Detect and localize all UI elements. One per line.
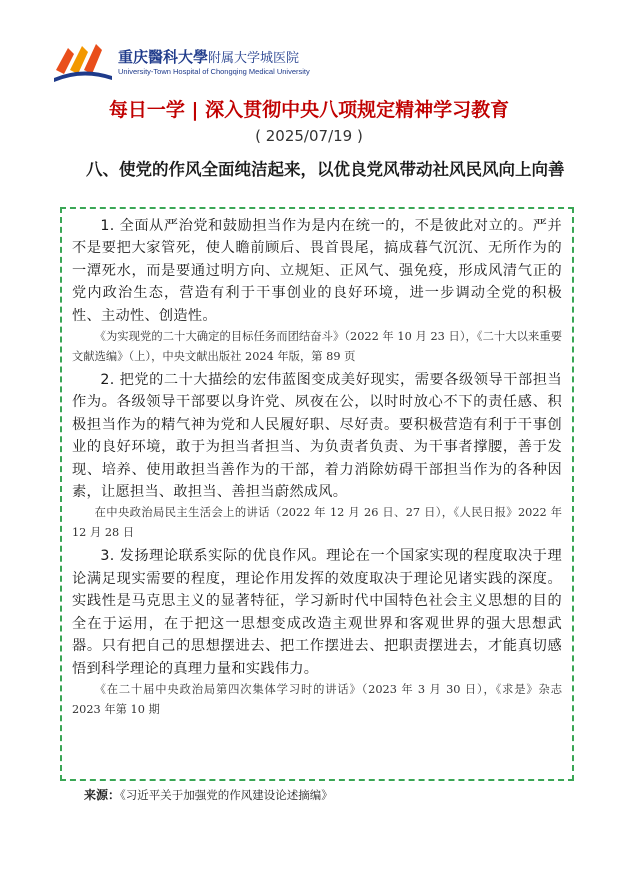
item-2-text: 2. 把党的二十大描绘的宏伟蓝图变成美好现实，需要各级领导干部担当作为。各级领导干部要以身许党、夙夜在公，以时时放心不下的责任感、积极担当作为的精气神为党和人民履好职、尽好责。要积极营造有利于干事创业的良好环境，敢于为担当者担当、为负责者负责、为干事者撑腰，善于发现、培养、使用敢担当善作为的干部，着力消除妨碍干部担当作为的各种因素，让愿担当、敢担当、善担当蔚然成风。 [72, 372, 562, 501]
hospital-english-name: University-Town Hospital of Chongqing Medical University [118, 67, 310, 76]
hospital-name: 重庆醫科大學附属大学城医院 [118, 48, 300, 66]
item-1-citation: 《为实现党的二十大确定的目标任务而团结奋斗》（2022 年 10 月 23 日），《二十大以来重要文献选编》（上），中央文献出版社 2024 年版，第 89 页 [72, 330, 562, 364]
source-line [84, 786, 333, 803]
quote-box [60, 207, 574, 781]
hospital-header [52, 40, 352, 84]
source-label: 来源： [84, 788, 121, 802]
item-3-text: 3. 发扬理论联系实际的优良作风。理论在一个国家实现的程度取决于理论满足现实需要的程度，理论作用发挥的效度取决于理论见诸实践的深度。实践性是马克思主义的显著特征，学习新时代中国特色社会主义思想的目的全在于运用，在于把这一思想变成改造主观世界和客观世界的强大思想武器。只有把自己的思想摆进去、把工作摆进去、把职责摆进去，才能真切感悟到科学理论的真理力量和实践伟力。 [72, 548, 562, 677]
item-3-citation: 《在二十届中央政治局第四次集体学习时的讲话》（2023 年 3 月 30 日），《求是》杂志 2023 年第 10 期 [72, 682, 562, 716]
hospital-logo-icon [52, 40, 114, 84]
publish-date: ( 2025/07/19 ) [255, 127, 363, 145]
source-value: 《习近平关于加强党的作风建设论述摘编》 [120, 788, 333, 802]
item-1-text: 1. 全面从严治党和鼓励担当作为是内在统一的，不是彼此对立的。严并不是要把大家管死，使人瞻前顾后、畏首畏尾，搞成暮气沉沉、无所作为的一潭死水，而是要通过明方向、立规矩、正风气、强免疫，形成风清气正的党内政治生态，营造有利于干事创业的良好环境，进一步调动全党的积极性、主动性、创造性。 [72, 218, 562, 324]
item-2-citation: 在中央政治局民主生活会上的讲话（2022 年 12 月 26 日、27 日），《人民日报》2022 年 12 月 28 日 [72, 506, 562, 540]
page-title: 每日一学 | 深入贯彻中央八项规定精神学习教育 [108, 99, 510, 121]
section-heading: 八、使党的作风全面纯洁起来，以优良党风带动社风民风向上向善 [86, 160, 565, 179]
